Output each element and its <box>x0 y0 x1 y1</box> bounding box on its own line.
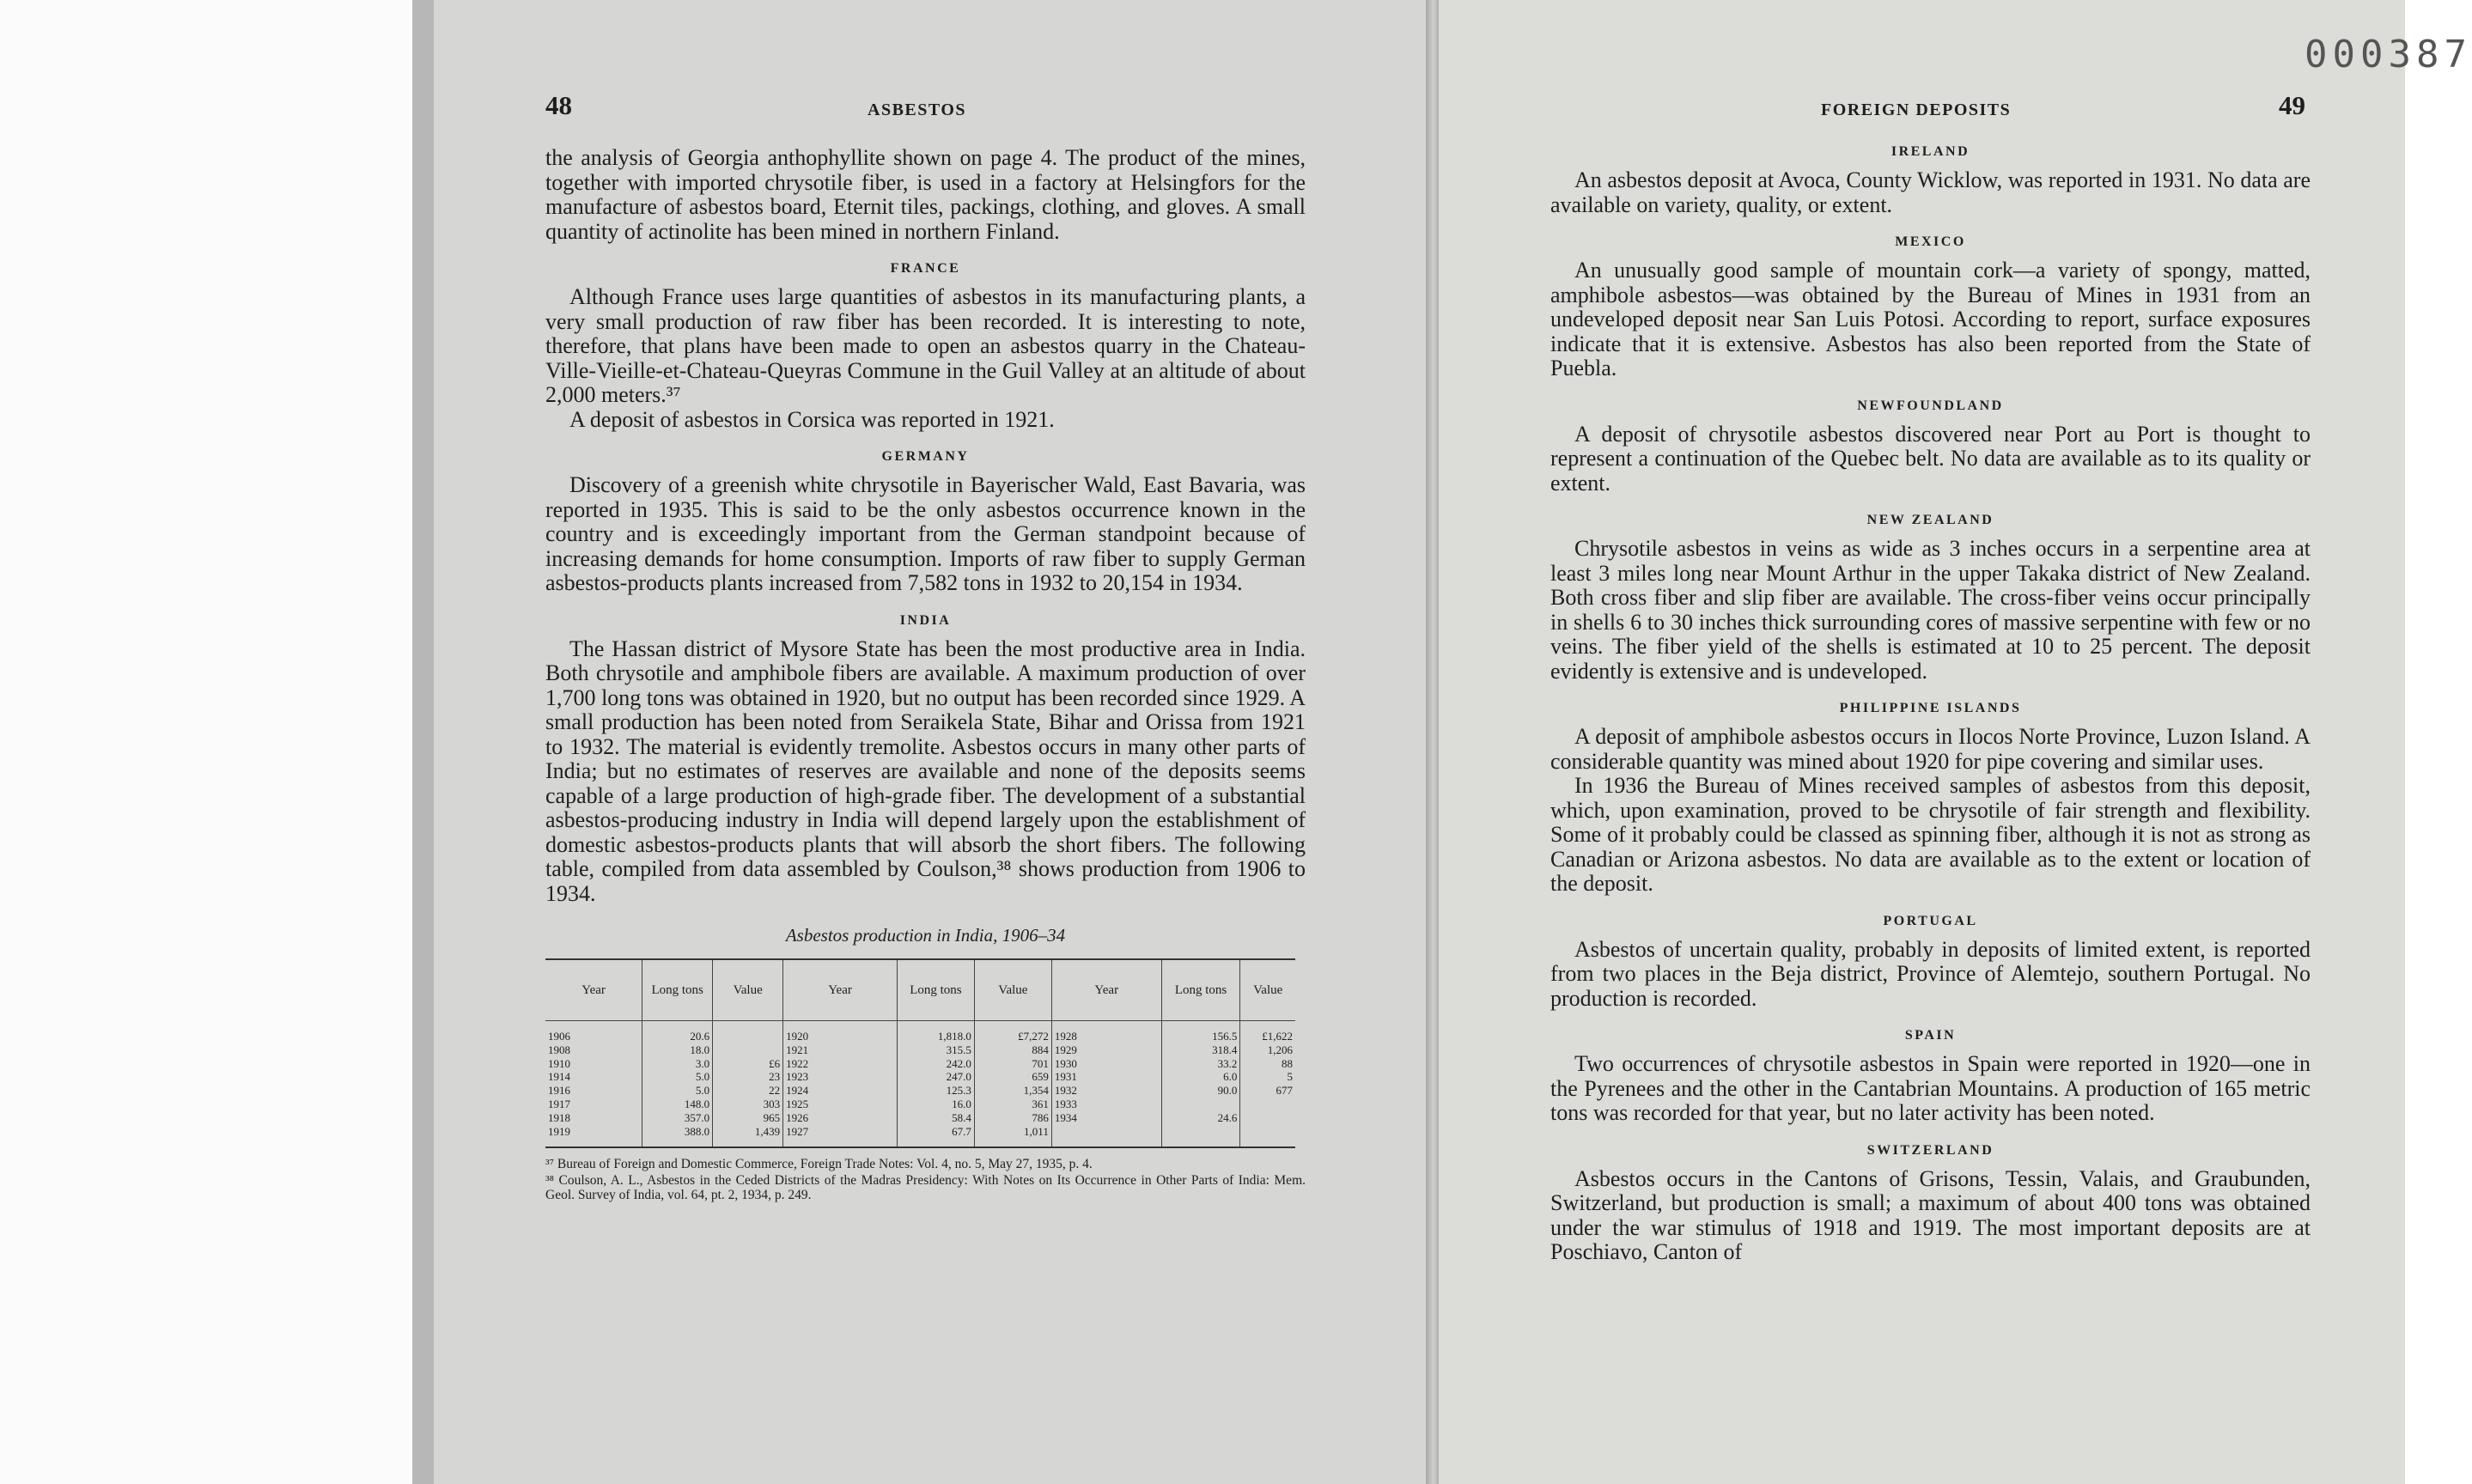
mexico-paragraph: An unusually good sample of mountain cork—a variety of spongy, matted, amphibole asbestos—was obtained by the Bureau of Mines in 1931 from an undeveloped deposit near San Luis Potosi. According to report, surface exposures indicate that it is extensive. Asbestos has also been reported from the State of Puebla. <box>1550 258 2311 380</box>
value-cell: £7,272 884 701 659 1,354 361 786 1,011 <box>974 1021 1051 1148</box>
india-paragraph: The Hassan district of Mysore State has been the most productive area in India. Both chrysotile and amphibole fibers are available. A maximum production of over 1,700 long tons was obtained in 1920, but no output has been recorded since 1929. A small production has been noted from Seraikela State, Bihar and Orissa from 1921 to 1932. The material is evidently tremolite. Asbestos occurs in many other parts of India; but no estimates of reserves are available and none of the deposits seems capable of a large production of high-grade fiber. The development of a substantial asbestos-producing industry in India will depend largely upon the establishment of domestic asbestos-products plants that will absorb the short fibers. The following table, compiled from data assembled by Coulson,³⁸ shows production from 1906 to 1934. <box>545 636 1306 906</box>
intro-paragraph: the analysis of Georgia anthophyllite shown on page 4. The product of the mines, together with imported chrysotile fiber, is used in a factory at Helsingfors for the manufacture of asbestos board, Eternit tiles, packings, clothing, and gloves. A small quantity of actinolite has been mined in northern Finland. <box>545 145 1306 244</box>
col-header: Long tons <box>642 959 713 1021</box>
document-stamp: 000387 <box>2305 33 2472 76</box>
france-paragraph-1: Although France uses large quantities of asbestos in its manufacturing plants, a very small production of raw fiber has been recorded. It is interesting to note, therefore, that plans have been made to open an asbestos quarry in the Chateau-Ville-Vieille-et-Chateau-Queyras Commune in the Guil Valley at an altitude of about 2,000 meters.³⁷ <box>545 284 1306 407</box>
switzerland-paragraph: Asbestos occurs in the Cantons of Grisons, Tessin, Valais, and Graubunden, Switzerland, but production is small; a maximum of about 400 tons was obtained under the war stimulus of 1918 and 1919. The most important deposits are at Poschiavo, Canton of <box>1550 1165 2311 1264</box>
table-caption: Asbestos production in India, 1906–34 <box>785 925 1066 946</box>
tons-cell: 1,818.0 315.5 242.0 247.0 125.3 16.0 58.4 67.7 <box>897 1021 974 1148</box>
col-header: Value <box>713 959 783 1021</box>
section-heading-spain: SPAIN <box>1904 1028 1957 1043</box>
spain-paragraph: Two occurrences of chrysotile asbestos in Spain were reported in 1920—one in the Pyrenees and the other in the Cantabrian Mountains. A production of 165 metric tons was recorded for that year, but no later activity has been noted. <box>1550 1051 2311 1125</box>
value-cell: £6 23 22 303 965 1,439 <box>713 1021 783 1148</box>
col-header: Year <box>545 959 642 1021</box>
left-column <box>545 146 1306 1202</box>
footnote-38: ³⁸ Coulson, A. L., Asbestos in the Ceded Districts of the Madras Presidency: With Notes on Its Occurrence in Other Parts of India: Mem. Geol. Survey of India, vol. 64, pt. 2, 1934, p. 249. <box>545 1173 1306 1203</box>
section-heading-switzerland: SWITZERLAND <box>1866 1142 1994 1158</box>
tons-cell: 20.6 18.0 3.0 5.0 5.0 148.0 357.0 388.0 <box>642 1021 713 1148</box>
section-heading-france: FRANCE <box>890 261 961 276</box>
france-paragraph-2: A deposit of asbestos in Corsica was reported in 1921. <box>569 406 1055 432</box>
value-cell: £1,622 1,206 88 5 677 <box>1262 1030 1293 1098</box>
ireland-paragraph: An asbestos deposit at Avoca, County Wicklow, was reported in 1931. No data are available on variety, quality, or extent. <box>1550 167 2311 217</box>
newfoundland-paragraph: A deposit of chrysotile asbestos discovered near Port au Port is thought to represent a continuation of the Quebec belt. No data are available as to its quality or extent. <box>1550 421 2311 496</box>
section-heading-india: INDIA <box>899 612 952 628</box>
page-number: 49 <box>2279 90 2305 120</box>
section-heading-newfoundland: NEWFOUNDLAND <box>1857 398 2004 413</box>
running-head: FOREIGN DEPOSITS <box>1821 100 2012 119</box>
germany-paragraph: Discovery of a greenish white chrysotile in Bayerischer Wald, East Bavaria, was reported in 1935. This is said to be the only asbestos occurrence known in the country and is exceedingly important from the German standpoint because of increasing demands for home consumption. Imports of raw fiber to supply German asbestos-products plants increased from 7,582 tons in 1932 to 20,154 in 1934. <box>545 472 1306 595</box>
section-heading-mexico: MEXICO <box>1895 234 1966 249</box>
section-heading-philippine-islands: PHILIPPINE ISLANDS <box>1839 701 2022 715</box>
col-header: Value <box>1240 959 1295 1021</box>
page-number: 48 <box>545 90 572 120</box>
col-header: Year <box>783 959 898 1021</box>
col-header: Long tons <box>1161 959 1240 1021</box>
right-page <box>1439 0 2472 1484</box>
portugal-paragraph: Asbestos of uncertain quality, probably in deposits of limited extent, is reported from two places in the Beja district, Province of Alemtejo, southern Portugal. No production is recorded. <box>1550 936 2311 1011</box>
section-heading-portugal: PORTUGAL <box>1883 913 1978 928</box>
col-header: Value <box>974 959 1051 1021</box>
section-heading-new-zealand: NEW ZEALAND <box>1866 513 1994 527</box>
new-zealand-paragraph: Chrysotile asbestos in veins as wide as 3 inches occurs in a serpentine area at least 3 miles long near Mount Arthur in the upper Takaka district of New Zealand. Both cross fiber and slip fiber are available. The cross-fiber veins occur principally in shells 6 to 30 inches thick surrounding cores of massive serpentine with few or no veins. The fiber yield of the shells is estimated at 10 to 25 percent. The deposit evidently is extensive and is undeveloped. <box>1550 536 2311 684</box>
philippine-paragraph-2: In 1936 the Bureau of Mines received samples of asbestos from this deposit, which, upon examination, proved to be chrysotile of fair strength and flexibility. Some of it probably could be classed as spinning fiber, although it is not as strong as Canadian or Arizona asbestos. No data are available as to the extent or location of the deposit. <box>1550 773 2311 896</box>
tons-cell: 156.5 318.4 33.2 6.0 90.0 24.6 <box>1161 1021 1240 1148</box>
year-cell: 1906 1908 1910 1914 1916 1917 1918 1919 <box>545 1021 642 1148</box>
viewer-margin <box>0 0 412 1484</box>
year-cell: 1920 1921 1922 1923 1924 1925 1926 1927 <box>783 1021 898 1148</box>
footnote-37: ³⁷ Bureau of Foreign and Domestic Commerce, Foreign Trade Notes: Vol. 4, no. 5, May 27, 1935, p. 4. <box>545 1157 1093 1172</box>
running-head: ASBESTOS <box>868 100 967 119</box>
section-heading-ireland: IRELAND <box>1891 144 1970 159</box>
col-header: Year <box>1051 959 1161 1021</box>
table-row <box>545 1021 1295 1148</box>
right-column <box>1550 127 2311 1265</box>
philippine-paragraph-1: A deposit of amphibole asbestos occurs in Ilocos Norte Province, Luzon Island. A considerable quantity was mined about 1920 for pipe covering and similar uses. <box>1550 724 2311 774</box>
year-cell: 1928 1929 1930 1931 1932 1933 1934 <box>1051 1021 1161 1148</box>
production-table <box>545 958 1295 1148</box>
left-page <box>434 0 1430 1484</box>
table-header-row <box>545 959 1295 1021</box>
section-heading-germany: GERMANY <box>881 449 970 464</box>
col-header: Long tons <box>897 959 974 1021</box>
